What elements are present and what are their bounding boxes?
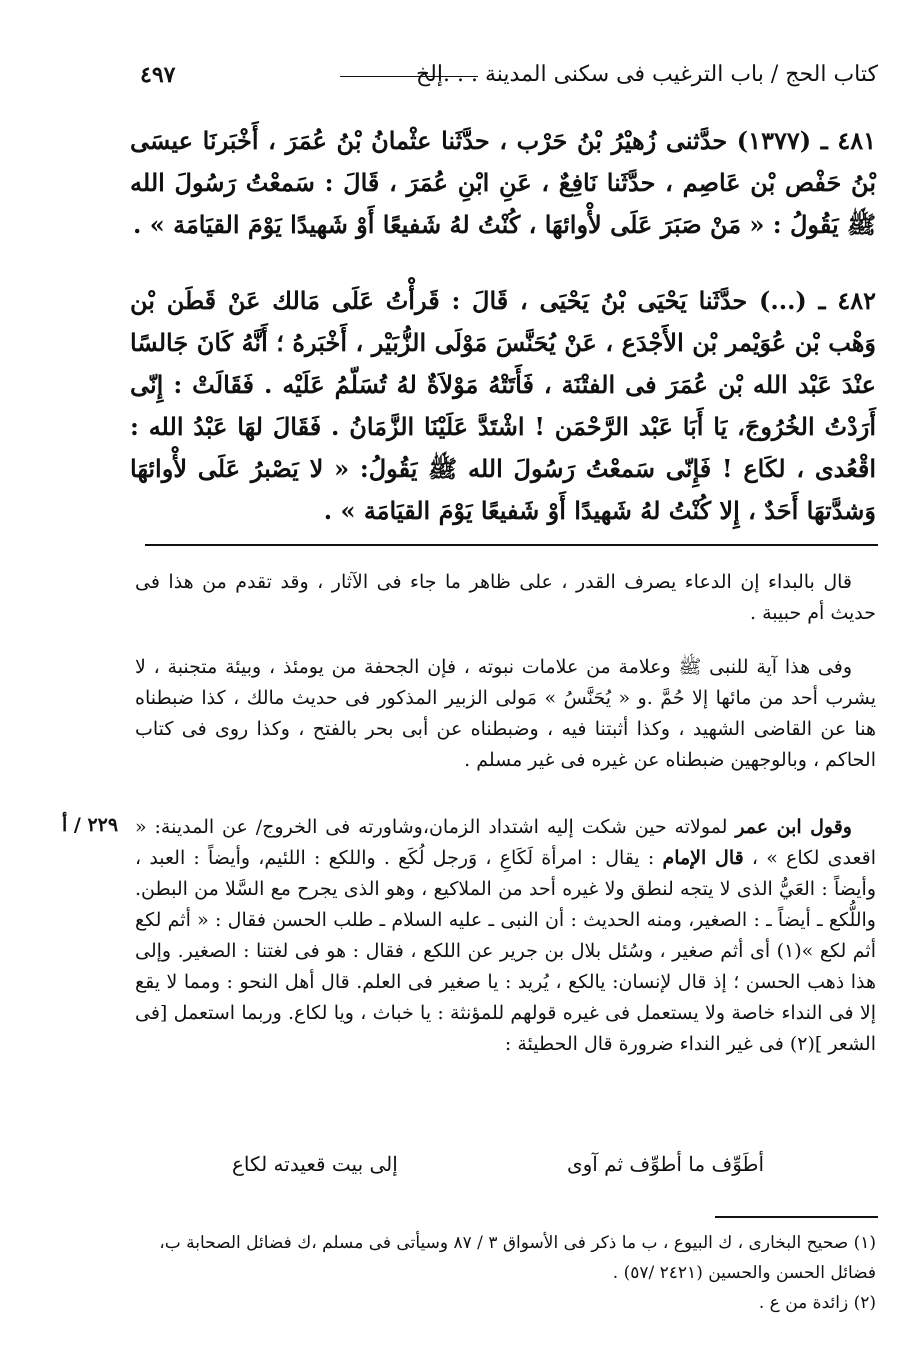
hadith-482: ٤٨٢ ـ (...) حدَّثَنا يَحْيَى بْنُ يَحْيَى ، قَالَ : قَرأْتُ عَلَى مَالك عَنْ قَطَن بْن وَهْب بْن عُوَيْمر بْن الأَجْدَع ، عَنْ يُحَنَّسَ مَوْلَى الزُّبَيْر ، أَخْبَرهُ ؛ أَنَّهُ كَانَ جَالسًا عنْدَ عَبْد الله بْن عُمَرَ فى الفتْنَة ، فَأَتَتْهُ مَوْلاَةٌ لهُ تُسَلّمُ عَلَيْه . فَقَالَتْ : إِنّى أَرَدْتُ الخُرُوجَ، يَا أَبَا عَبْد الرَّحْمَن ! اشْتَدَّ عَلَيْنَا الزَّمَانُ . فَقَالَ لهَا عَبْدُ الله : اقْعُدى ، لكَاع ! فَإِنّى سَمعْتُ رَسُولَ الله ﷺ يَقُولُ: « لا يَصْبرُ عَلَى لأْوائهَا وَشدَّتهَا أَحَدٌ ، إِلا كُنْتُ لهُ شَهيدًا أَوْ شَفيعًا يَوْمَ القيَامَة » .	[130, 286, 877, 525]
commentary-text-2: وفى هذا آية للنبى ﷺ وعلامة من علامات نبوته ، فإن الجحفة من يومئذ ، وبيئة متجنبة ، لا يشرب أحد من مائها إلا حُمَّ .و « يُحَنَّسُ » مَولى الزبير المذكور فى حديث مالك ، كذا ضبطناه هنا عن القاضى الشهيد ، وكذا أثبتنا فيه ، وضبطناه عن أبى بحر بالفتح ، وكذا روى فى كتاب الحاكم ، وبالوجهين ضبطناه عن غيره فى غير مسلم .	[135, 656, 876, 771]
commentary-text-3	[135, 812, 876, 1060]
commentary-paragraph-1	[135, 567, 876, 629]
commentary-paragraph-3	[135, 812, 876, 1060]
section-separator	[145, 544, 878, 546]
verse-hemistich-2: إلى بيت قعيدته لكاع	[232, 1152, 398, 1176]
footnote-1: (١) صحيح البخارى ، ك البيوع ، ب ما ذكر فى الأسواق ٣ / ٨٧ وسيأتى فى مسلم ،ك فضائل الصحابة ب، فضائل الحسن والحسين (٢٤٢١ /٥٧) .	[159, 1233, 876, 1283]
poetry-verse	[140, 1152, 876, 1186]
footnote-rule	[715, 1216, 878, 1218]
manuscript-folio-note: ٢٢٩ / أ	[62, 814, 119, 836]
header-title: كتاب الحج / باب الترغيب فى سكنى المدينة . . .إلخ	[415, 62, 878, 87]
commentary-text-1: قال بالبداء إن الدعاء يصرف القدر ، على ظاهر ما جاء فى الآثار ، وقد تقدم من هذا فى حديث أم حبيبة .	[135, 571, 876, 624]
hadith-481: ٤٨١ ـ (١٣٧٧) حدَّثنى زُهيْرُ بْنُ حَرْب ، حدَّثَنا عثْمانُ بْنُ عُمَرَ ، أَخْبَرنَا عيسَى بْنُ حَفْص بْن عَاصِم ، حدَّثَنا نَافِعٌ ، عَنِ ابْنِ عُمَرَ ، قَالَ : سَمعْتُ رَسُولَ الله ﷺ يَقُولُ : « مَنْ صَبَرَ عَلَى لأْوائهَا ، كُنْتُ لهُ شَفيعًا أَوْ شَهيدًا يَوْمَ القيَامَة » .	[130, 126, 876, 239]
footnote-2: (٢) زائدة من ع .	[758, 1293, 876, 1313]
page-number: ٤٩٧	[140, 62, 176, 88]
commentary-body: لمولاته حين شكت إليه اشتداد الزمان،وشاورته فى الخروج/ عن المدينة: « اقعدى لكاع » ،	[135, 816, 876, 869]
imam-label: قال الإمام	[662, 847, 744, 869]
running-header	[140, 62, 878, 94]
commentary-tail: : يقال : امرأة لَكَاعِ ، وَرجل لُكَع . واللكع : اللئيم، وأيضاً : العبد ، وأيضاً : العَيُّ الذى لا يتجه لنطق ولا غيره أحد من الملاكيع ، وهو الذى يجرح مع السَّلا من البطن. واللُّكع ـ أيضاً ـ : الصغير، ومنه الحديث : أن النبى ـ عليه السلام ـ طلب الحسن فقال : « أثم لكع أثم لكع »(١) أى أثم صغير ، وسُئل بلال بن جرير عن اللكع ، فقال : هو فى لغتنا : الصغير. وإلى هذا ذهب الحسن ؛ إذ قال لإنسان: يالكع ، يُريد : يا صغير فى العلم. قال أهل النحو : ومما لا يقع إلا فى النداء خاصة ولا يستعمل فى غيره قولهم للمؤنثة : يا خباث ، ويا لكاع. وربما استعمل [فى الشعر ](٢) فى غير النداء ضرورة قال الحطيئة :	[135, 847, 876, 1055]
header-rule	[340, 76, 478, 77]
verse-hemistich-1: أطَوِّف ما أطوِّف ثم آوى	[566, 1152, 764, 1176]
footnotes	[135, 1228, 876, 1318]
commentary-lead: وقول ابن عمر	[735, 816, 852, 838]
commentary-paragraph-2	[135, 652, 876, 776]
